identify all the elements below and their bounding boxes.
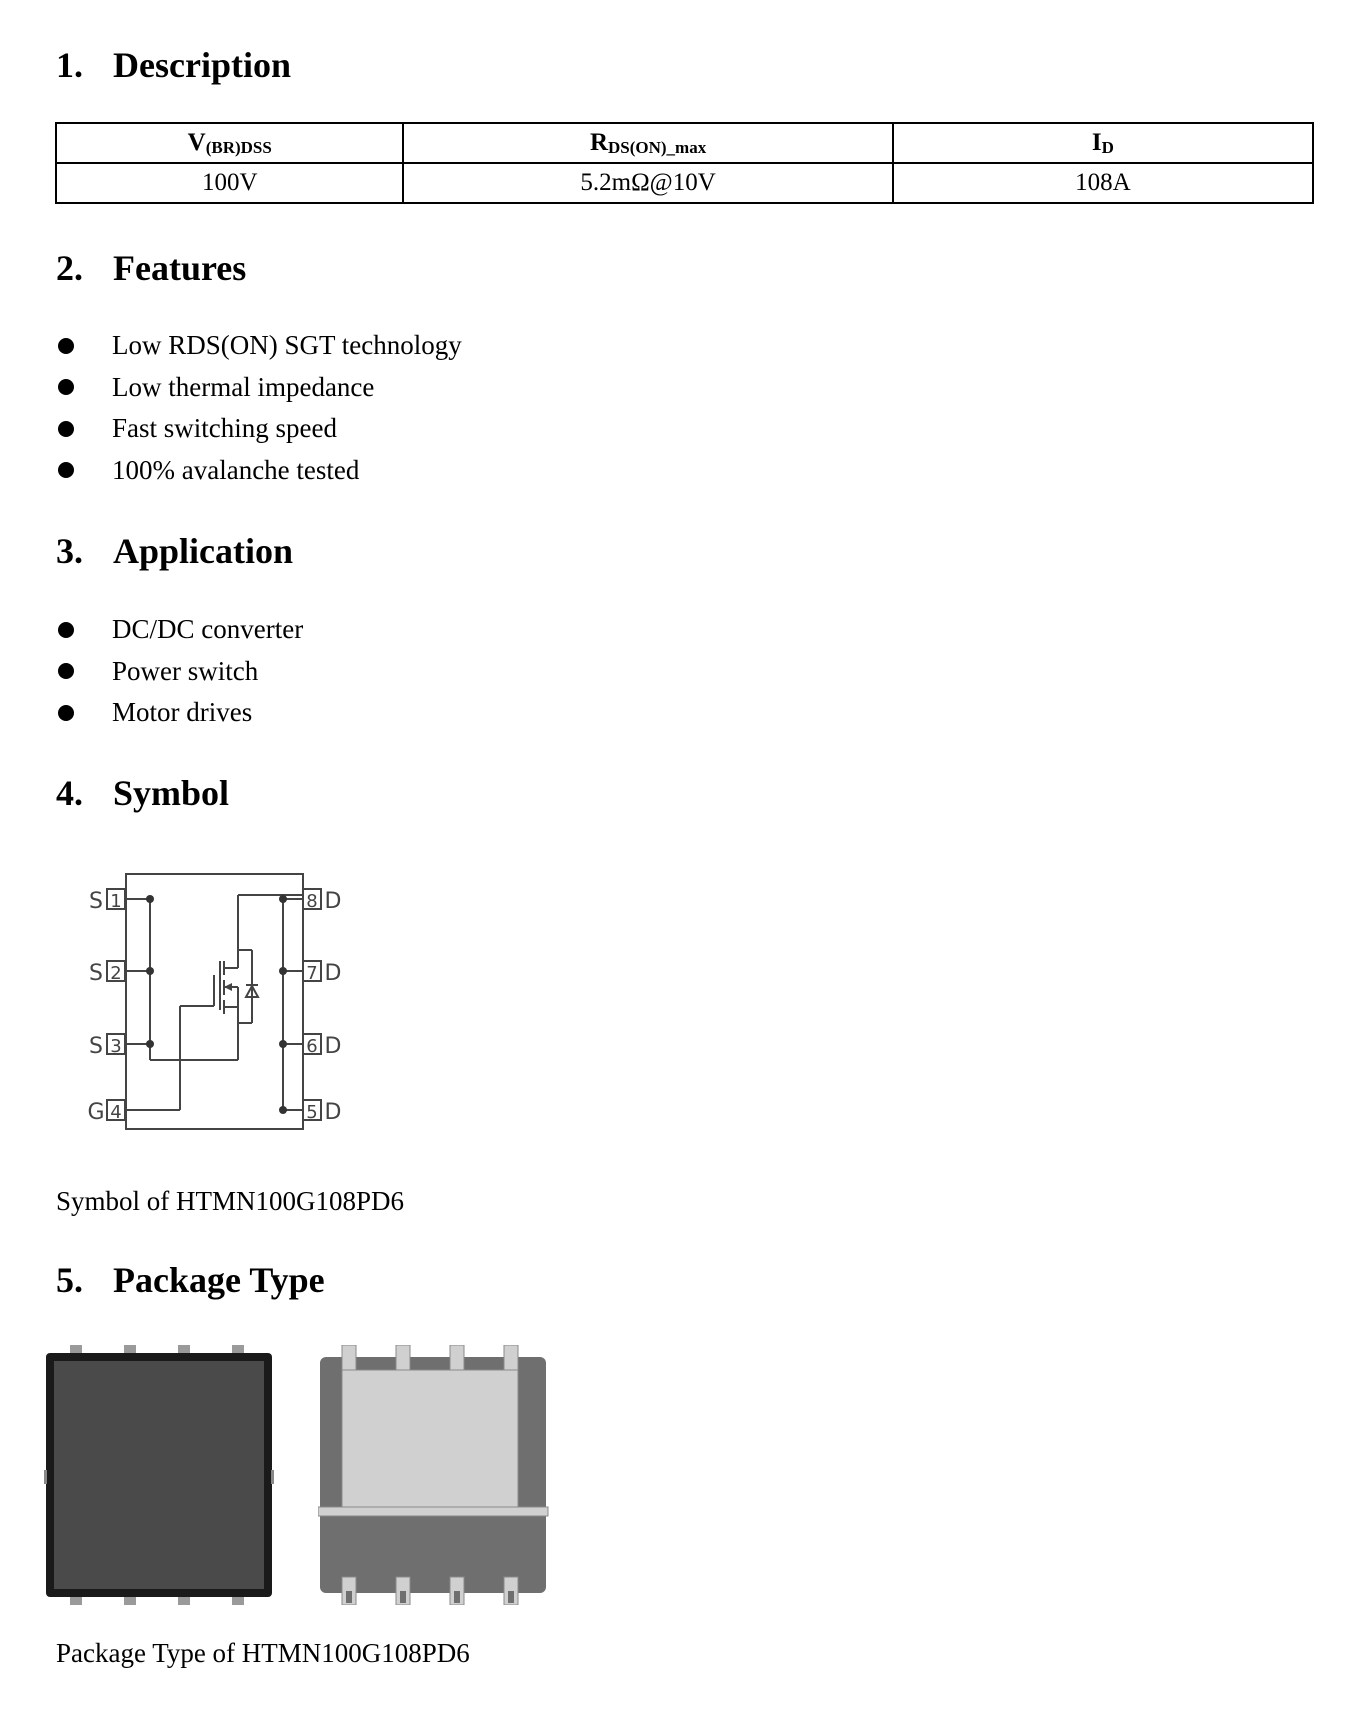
package-top-view-image	[44, 1345, 276, 1605]
list-item: 100% avalanche tested	[58, 450, 462, 492]
bullet-icon	[58, 379, 74, 395]
mosfet-symbol-diagram	[80, 865, 360, 1135]
pin-number-6: 6	[306, 1036, 318, 1057]
pin-label-s2: S	[89, 961, 103, 986]
spec-table-value-row	[56, 163, 1313, 203]
list-item: Low RDS(ON) SGT technology	[58, 325, 462, 367]
bullet-icon	[58, 622, 74, 638]
pin-label-d6: D	[324, 1034, 342, 1059]
list-item: Power switch	[58, 651, 303, 693]
pin-number-7: 7	[306, 963, 318, 984]
package-bottom-view-image	[318, 1345, 550, 1605]
package-caption: Package Type of HTMN100G108PD6	[56, 1638, 470, 1668]
spec-table-header-row	[56, 123, 1313, 163]
bullet-icon	[58, 338, 74, 354]
pin-number-1: 1	[110, 891, 122, 912]
spec-table	[55, 122, 1314, 204]
bullet-icon	[58, 705, 74, 721]
pin-number-4: 4	[110, 1102, 122, 1123]
application-list	[58, 609, 303, 734]
spec-header-vbrdss: $V_{(BR)DSS}$	[56, 123, 403, 163]
symbol-caption: Symbol of HTMN100G108PD6	[56, 1186, 405, 1216]
spec-value-id: 108A	[893, 163, 1313, 203]
features-list	[58, 325, 462, 491]
list-item: Low thermal impedance	[58, 367, 462, 409]
pin-label-s3: S	[89, 1034, 103, 1059]
pin-label-d5: D	[324, 1100, 342, 1125]
pin-label-g4: G	[87, 1100, 105, 1125]
spec-header-id: $I_D$	[893, 123, 1313, 163]
list-item: Fast switching speed	[58, 408, 462, 450]
section-heading-package: 5. Package Type	[56, 1260, 325, 1300]
pin-number-2: 2	[110, 963, 122, 984]
bullet-icon	[58, 462, 74, 478]
pin-label-s1: S	[89, 889, 103, 914]
pin-number-5: 5	[306, 1102, 318, 1123]
list-item: Motor drives	[58, 692, 303, 734]
spec-value-rdson: 5.2mΩ@10V	[403, 163, 892, 203]
pin-number-3: 3	[110, 1036, 122, 1057]
bullet-icon	[58, 663, 74, 679]
section-heading-features: 2. Features	[56, 248, 247, 288]
pin-number-8: 8	[306, 891, 318, 912]
spec-header-rdson: $R_{DS(ON)\_max}$	[403, 123, 892, 163]
section-heading-application: 3. Application	[56, 531, 294, 571]
section-heading-symbol: 4. Symbol	[56, 773, 230, 813]
section-heading-description: 1. Description	[56, 45, 291, 85]
pin-label-d7: D	[324, 961, 342, 986]
spec-value-vbrdss: 100V	[56, 163, 403, 203]
pin-label-d8: D	[324, 889, 342, 914]
list-item: DC/DC converter	[58, 609, 303, 651]
bullet-icon	[58, 421, 74, 437]
